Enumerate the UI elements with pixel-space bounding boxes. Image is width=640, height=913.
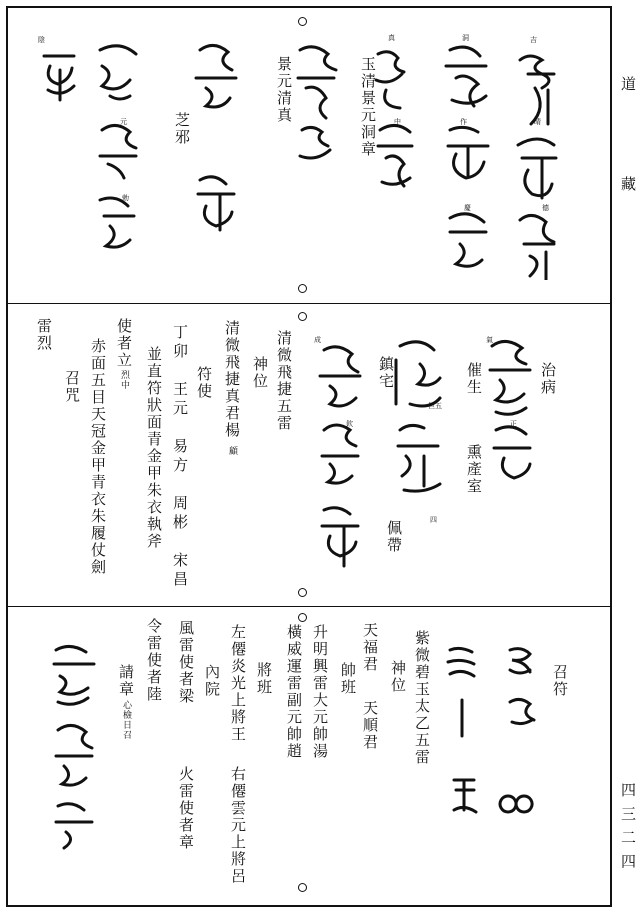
bot-note-petition: 心檢日召 <box>121 700 131 740</box>
binding-hole-3 <box>298 312 307 321</box>
label-pacify-house: 鎮宅 <box>377 356 395 390</box>
glyph-tag: 成 <box>314 336 321 344</box>
binding-hole-6 <box>298 883 307 892</box>
top-col-jingyuan: 景元清真 <box>275 56 293 124</box>
middle-seal-talismans <box>300 330 550 590</box>
bot-col-tianshun: 天順君 <box>361 700 379 751</box>
label-treat-illness: 治病 <box>539 362 557 396</box>
seal-glyph <box>450 214 486 266</box>
seal-glyph <box>300 127 330 158</box>
seal-glyph <box>446 47 486 106</box>
seal-glyph <box>454 780 476 812</box>
bottom-seal-talismans <box>40 630 120 850</box>
binding-hole-1 <box>298 17 307 26</box>
glyph-tag: 四 <box>430 516 437 524</box>
seal-glyph <box>54 646 94 704</box>
mid-col-generals: 丁卯 王元 易方 周彬 宋昌 <box>171 324 189 590</box>
seal-glyph <box>322 508 358 566</box>
glyph-tag: 晴 <box>534 118 541 126</box>
seal-glyph <box>378 125 412 186</box>
bot-col-envoy-liang: 風雷使者梁 <box>177 620 195 705</box>
seal-glyph <box>518 139 556 198</box>
mid-col-yang-zhenjun: 清微飛捷真君楊 <box>223 320 241 439</box>
mid-col-divine-seat: 神位 <box>251 356 269 390</box>
bot-col-purple-jade: 紫微碧玉太乙五雷 <box>413 630 431 766</box>
glyph-tag: 吉 <box>530 36 537 44</box>
seal-glyph <box>100 46 136 99</box>
panel-divider-top <box>6 303 612 304</box>
seal-glyph <box>320 347 360 406</box>
seal-glyph <box>510 699 534 723</box>
glyph-tag: 正 <box>510 420 517 428</box>
seal-glyph <box>100 125 136 178</box>
seal-glyph <box>56 725 92 785</box>
mid-note-yang: 顧 <box>227 446 237 456</box>
bot-col-generals: 將班 <box>255 662 273 696</box>
bot-col-marshal-tang: 升明興雷大元帥湯 <box>311 624 329 760</box>
glyph-tag: 氣 <box>486 336 493 344</box>
seal-glyph <box>494 427 530 478</box>
bot-col-envoy-zhang: 火雷使者章 <box>177 766 195 851</box>
seal-glyph <box>520 56 554 124</box>
glyph-tag: 陰 <box>38 36 45 44</box>
bot-col-tianfu: 天福君 <box>361 622 379 673</box>
mid-col-thunder-title: 清微飛捷五雷 <box>275 330 293 432</box>
panel-divider-bottom <box>6 606 612 607</box>
label-burn-in-room: 熏產室 <box>465 444 483 495</box>
glyph-tag: 元 <box>120 118 127 126</box>
glyph-tag: 巨五 <box>428 402 442 410</box>
glyph-tag: 中 <box>394 118 401 126</box>
book-title: 道 藏 <box>619 76 637 231</box>
top-col-yuqing: 玉清景元洞章 <box>359 56 377 158</box>
bot-col-inner-court: 內院 <box>203 664 221 698</box>
mid-col-envoy-appearance: 赤面五目天冠金甲青衣朱履仗劍 <box>89 338 107 576</box>
mid-col-incantation: 召咒 <box>63 370 81 404</box>
bot-col-petition: 請章 <box>117 664 135 698</box>
glyph-tag: 洞 <box>462 34 469 42</box>
label-wear: 佩帶 <box>385 520 403 554</box>
glyph-tag: 真 <box>388 34 395 42</box>
seal-glyph <box>448 127 488 178</box>
mid-col-generals-appearance: 並直符狀面青金甲朱衣執斧 <box>145 346 163 550</box>
glyph-tag: 德 <box>542 204 549 212</box>
seal-glyph <box>520 215 554 280</box>
mid-note-envoy: 烈中 <box>119 370 129 390</box>
glyph-tag: 勅 <box>122 194 129 202</box>
top-seal-talismans <box>30 30 600 280</box>
seal-glyph <box>396 342 440 406</box>
top-col-zhixie: 芝邪 <box>173 112 191 146</box>
seal-glyph <box>298 47 336 118</box>
seal-glyph <box>322 425 358 483</box>
seal-glyph <box>490 341 530 414</box>
seal-glyph <box>398 425 440 491</box>
bot-col-envoy-lu: 令雷使者陸 <box>145 618 163 703</box>
binding-hole-2 <box>298 284 307 293</box>
glyph-tag: 慶 <box>464 204 471 212</box>
bot-col-marshal-zhao: 橫威運雷副元帥趙 <box>285 624 303 760</box>
glyph-tag: 欽 <box>346 420 353 428</box>
label-summon-talisman: 召符 <box>551 664 569 698</box>
mid-col-talisman-envoy: 符使 <box>195 366 213 400</box>
seal-glyph <box>196 45 236 107</box>
seal-glyph <box>376 52 404 108</box>
seal-glyph <box>44 56 74 100</box>
seal-glyph <box>198 177 234 230</box>
binding-hole-5 <box>298 613 307 622</box>
bot-col-divine-seat: 神位 <box>389 660 407 694</box>
glyph-tag: 作 <box>460 118 467 126</box>
seal-glyph <box>500 796 532 812</box>
bot-col-general-lu: 右僊雲元上將呂 <box>229 766 247 885</box>
seal-glyph <box>56 804 92 848</box>
mid-col-envoy-stands: 使者立 <box>115 318 133 369</box>
bot-col-general-wang: 左僊炎光上將王 <box>229 624 247 743</box>
bottom-summon-talisman <box>440 640 550 840</box>
seal-glyph <box>100 198 134 247</box>
mid-col-thunder-fierce: 雷烈 <box>35 318 53 352</box>
bot-col-marshals: 帥班 <box>339 662 357 696</box>
seal-glyph <box>448 648 474 676</box>
seal-glyph <box>510 649 530 673</box>
label-hasten-birth: 催生 <box>465 362 483 396</box>
page-number: 四 三 二 四 <box>619 782 637 871</box>
